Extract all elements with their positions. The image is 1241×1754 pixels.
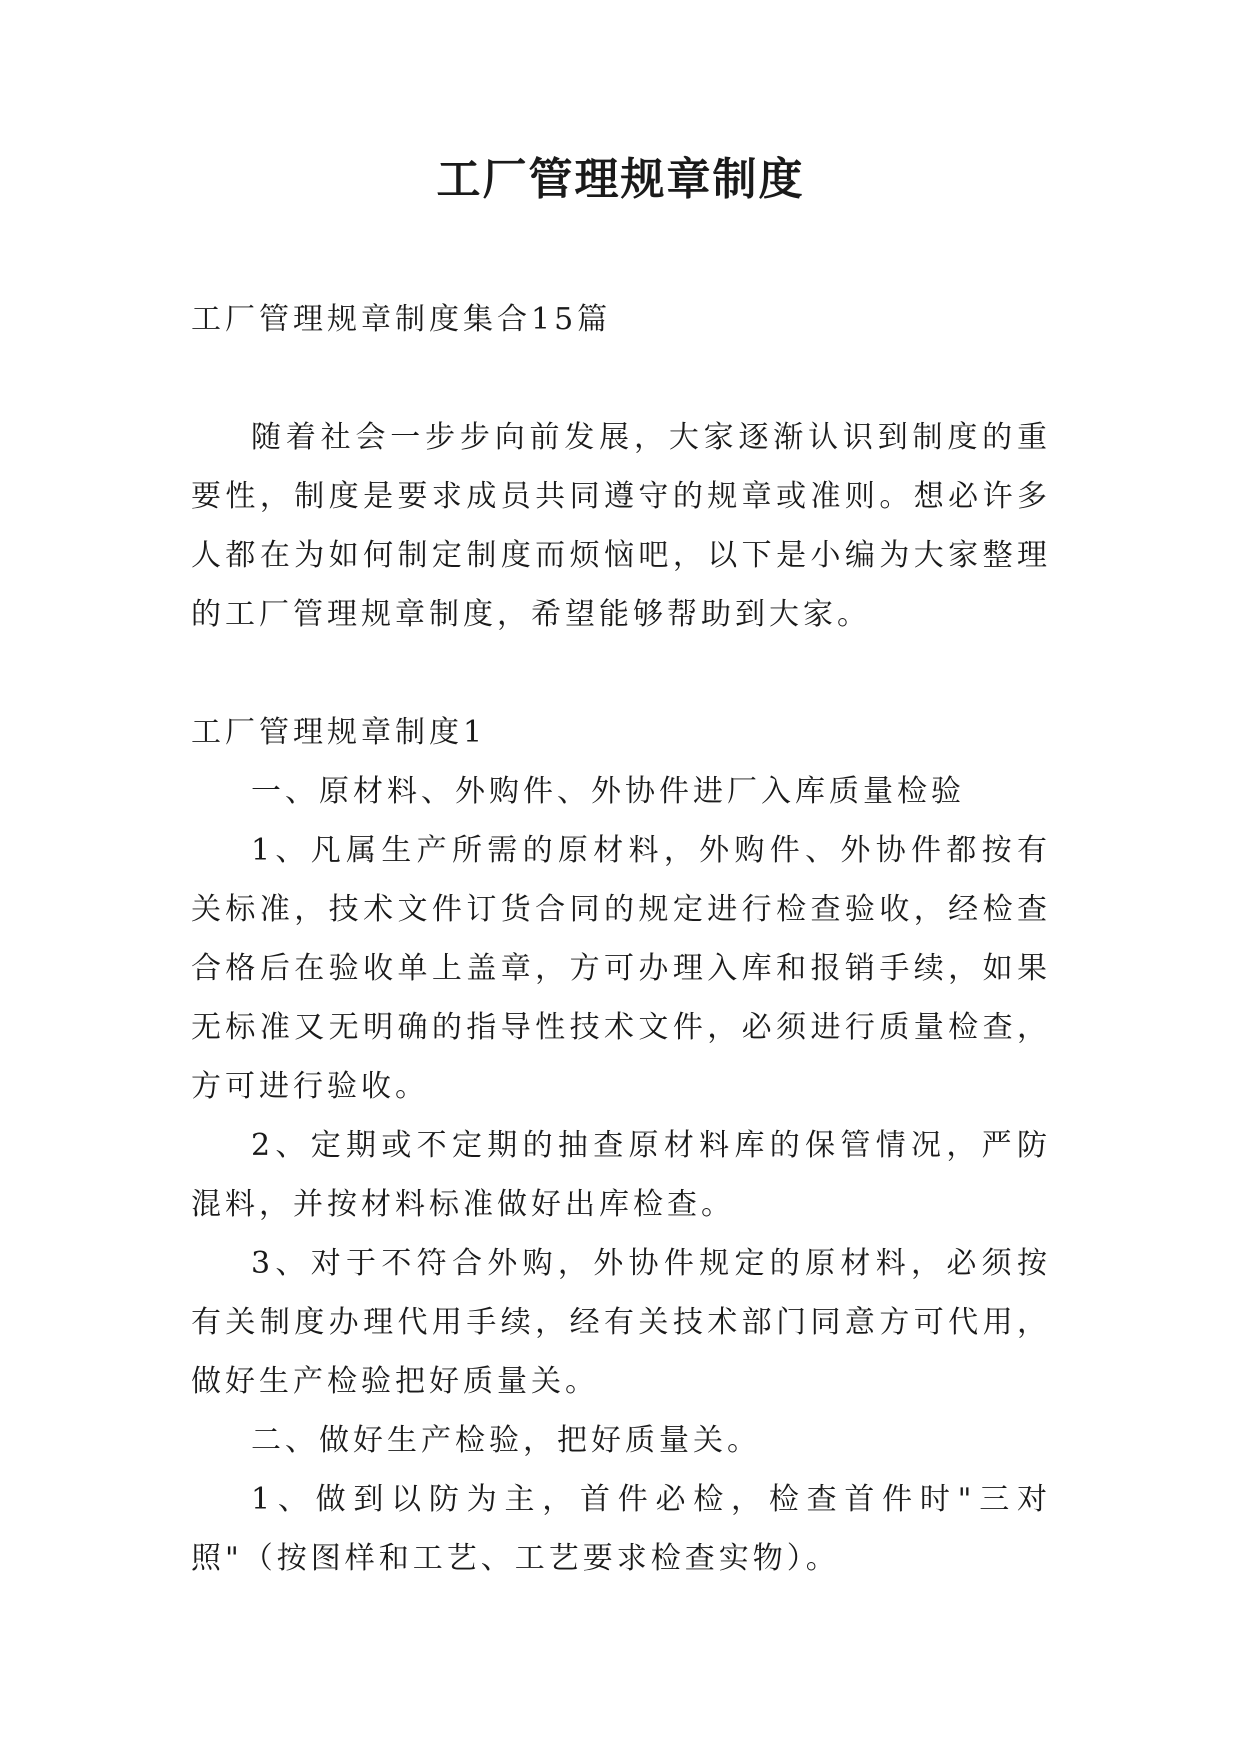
- paragraph-item-1-2: 2、定期或不定期的抽查原材料库的保管情况，严防混料，并按材料标准做好出库检查。: [191, 1128, 1051, 1222]
- paragraph-item-2-1: 1、做到以防为主，首件必检，检查首件时"三对照"（按图样和工艺、工艺要求检查实物）。: [191, 1482, 1051, 1576]
- part-heading-1: 一、原材料、外购件、外协件进厂入库质量检验: [251, 774, 965, 809]
- document-body: [191, 290, 1051, 1588]
- document-subtitle: 工厂管理规章制度集合15篇: [191, 302, 612, 337]
- document-title: 工厂管理规章制度: [436, 154, 805, 205]
- section-heading: 工厂管理规章制度1: [191, 715, 487, 750]
- part-heading-2: 二、做好生产检验，把好质量关。: [251, 1423, 761, 1458]
- intro-paragraph: 随着社会一步步向前发展，大家逐渐认识到制度的重要性，制度是要求成员共同遵守的规章或准则。想必许多人都在为如何制定制度而烦恼吧，以下是小编为大家整理的工厂管理规章制度，希望能够帮助到大家。: [191, 420, 1051, 632]
- paragraph-item-1-3: 3、对于不符合外购，外协件规定的原材料，必须按有关制度办理代用手续，经有关技术部门同意方可代用，做好生产检验把好质量关。: [191, 1246, 1051, 1399]
- paragraph-item-1-1: 1、凡属生产所需的原材料，外购件、外协件都按有关标准，技术文件订货合同的规定进行检查验收，经检查合格后在验收单上盖章，方可办理入库和报销手续，如果无标准又无明确的指导性技术文件，必须进行质量检查，方可进行验收。: [191, 833, 1051, 1104]
